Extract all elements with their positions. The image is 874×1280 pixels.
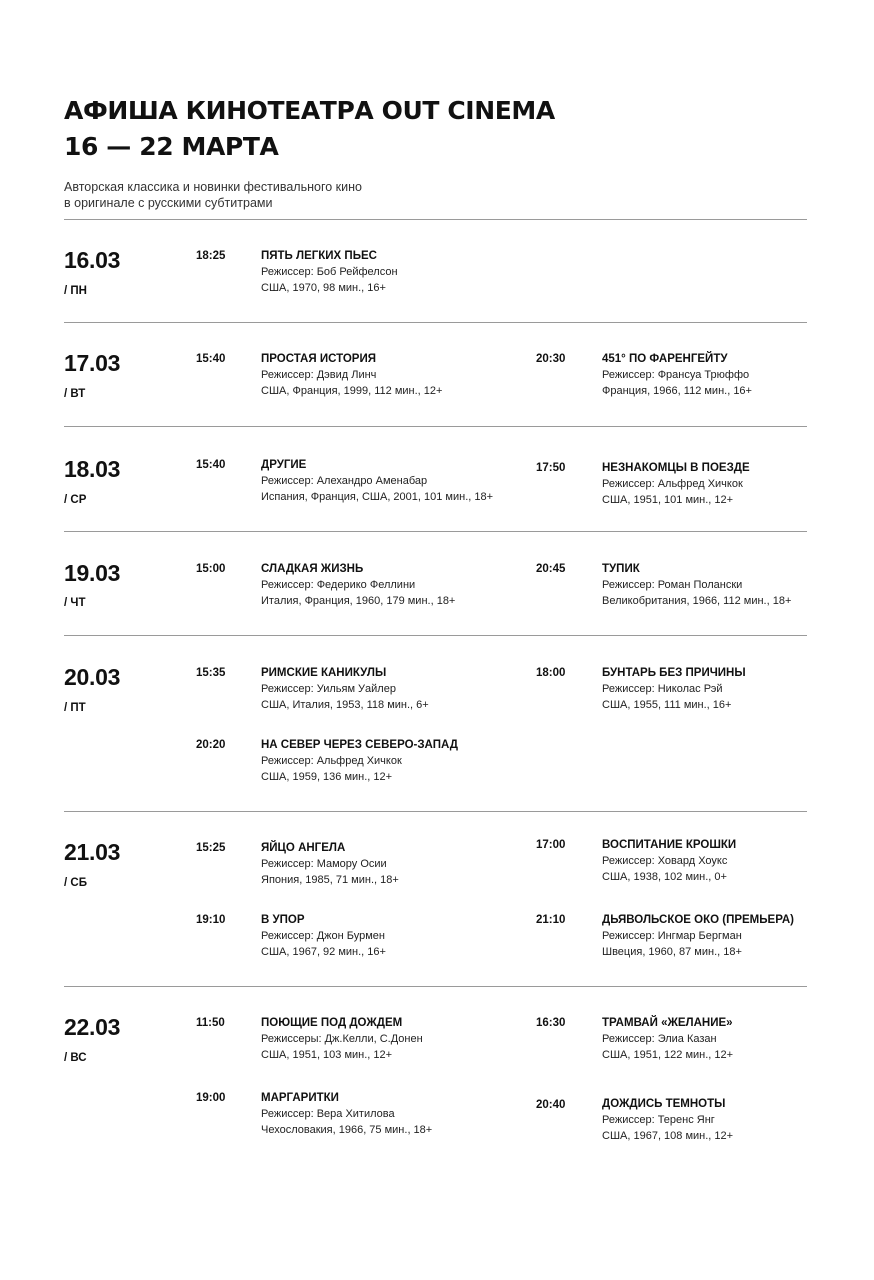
movie-info: Великобритания, 1966, 112 мин., 18+ bbox=[602, 595, 792, 607]
movie-info: США, 1967, 108 мин., 12+ bbox=[602, 1130, 734, 1142]
movie-director: Режиссер: Мамору Осии bbox=[261, 858, 387, 870]
movie-info: Чехословакия, 1966, 75 мин., 18+ bbox=[261, 1124, 433, 1136]
movie-director: Режиссер: Уильям Уайлер bbox=[261, 683, 396, 695]
movie-director: Режиссер: Алехандро Аменабар bbox=[261, 475, 428, 487]
movie-info: Швеция, 1960, 87 мин., 18+ bbox=[602, 946, 742, 958]
screening-movie bbox=[602, 351, 874, 399]
page-title-line-2: 16 — 22 МАРТА bbox=[64, 132, 279, 161]
day-divider bbox=[64, 426, 807, 427]
day-divider bbox=[64, 986, 807, 987]
day-date: 19.03 bbox=[64, 560, 121, 586]
movie-director: Режиссер: Альфред Хичкок bbox=[261, 755, 402, 767]
screening-movie bbox=[261, 1090, 541, 1138]
movie-info: США, 1967, 92 мин., 16+ bbox=[261, 946, 386, 958]
movie-title: ДЬЯВОЛЬСКОЕ ОКО (ПРЕМЬЕРА) bbox=[602, 914, 794, 926]
movie-info: США, 1951, 101 мин., 12+ bbox=[602, 494, 734, 506]
movie-director: Режиссер: Боб Рейфелсон bbox=[261, 266, 398, 278]
movie-title: РИМСКИЕ КАНИКУЛЫ bbox=[261, 667, 387, 679]
screening-time: 19:10 bbox=[196, 914, 226, 926]
day-weekday: / СБ bbox=[64, 877, 87, 889]
movie-director: Режиссер: Альфред Хичкок bbox=[602, 478, 743, 490]
screening-time: 15:40 bbox=[196, 353, 226, 365]
movie-director: Режиссер: Джон Бурмен bbox=[261, 930, 385, 942]
screening-time: 15:40 bbox=[196, 459, 226, 471]
movie-director: Режиссер: Роман Полански bbox=[602, 579, 743, 591]
screening-movie bbox=[602, 665, 874, 713]
screening-time: 20:40 bbox=[536, 1099, 566, 1111]
day-date: 16.03 bbox=[64, 247, 121, 273]
movie-title: НА СЕВЕР ЧЕРЕЗ СЕВЕРО-ЗАПАД bbox=[261, 739, 458, 751]
day-divider bbox=[64, 811, 807, 812]
day-weekday: / СР bbox=[64, 494, 87, 506]
movie-info: Франция, 1966, 112 мин., 16+ bbox=[602, 385, 752, 397]
movie-title: МАРГАРИТКИ bbox=[261, 1092, 339, 1104]
day-weekday: / ПТ bbox=[64, 702, 86, 714]
screening-time: 17:00 bbox=[536, 839, 566, 851]
movie-title: В УПОР bbox=[261, 914, 305, 926]
movie-info: США, 1955, 111 мин., 16+ bbox=[602, 699, 732, 711]
screening-movie bbox=[261, 665, 541, 713]
day-divider bbox=[64, 635, 807, 636]
page-title-line-1: АФИША КИНОТЕАТРА OUT CINEMA bbox=[64, 96, 555, 125]
movie-title: ТРАМВАЙ «ЖЕЛАНИЕ» bbox=[602, 1017, 733, 1029]
day-weekday: / ВС bbox=[64, 1052, 87, 1064]
screening-time: 16:30 bbox=[536, 1017, 566, 1029]
day-divider bbox=[64, 531, 807, 532]
subtitle-line-2: в оригинале с русскими субтитрами bbox=[64, 196, 273, 210]
movie-info: США, 1951, 103 мин., 12+ bbox=[261, 1049, 393, 1061]
screening-time: 15:25 bbox=[196, 842, 226, 854]
movie-info: США, 1938, 102 мин., 0+ bbox=[602, 871, 727, 883]
screening-movie bbox=[261, 248, 541, 296]
screening-time: 17:50 bbox=[536, 462, 566, 474]
day-date: 17.03 bbox=[64, 350, 121, 376]
screening-time: 18:25 bbox=[196, 250, 226, 262]
screening-movie bbox=[261, 351, 541, 399]
screening-time: 20:45 bbox=[536, 563, 566, 575]
screening-time: 18:00 bbox=[536, 667, 566, 679]
screening-movie bbox=[602, 837, 874, 885]
movie-director: Режиссер: Дэвид Линч bbox=[261, 369, 377, 381]
screening-time: 19:00 bbox=[196, 1092, 226, 1104]
movie-title: 451° ПО ФАРЕНГЕЙТУ bbox=[602, 353, 728, 365]
movie-info: Япония, 1985, 71 мин., 18+ bbox=[261, 874, 399, 886]
movie-info: США, Франция, 1999, 112 мин., 12+ bbox=[261, 385, 443, 397]
movie-info: США, 1951, 122 мин., 12+ bbox=[602, 1049, 734, 1061]
screening-time: 21:10 bbox=[536, 914, 566, 926]
movie-director: Режиссер: Франсуа Трюффо bbox=[602, 369, 750, 381]
screening-movie bbox=[602, 1015, 874, 1063]
screening-time: 20:30 bbox=[536, 353, 566, 365]
subtitle-line-1: Авторская классика и новинки фестивального кино bbox=[64, 180, 362, 194]
movie-info: США, 1959, 136 мин., 12+ bbox=[261, 771, 393, 783]
screening-movie bbox=[602, 460, 874, 508]
screening-movie bbox=[602, 561, 874, 609]
day-date: 20.03 bbox=[64, 664, 121, 690]
header-divider bbox=[64, 219, 807, 220]
movie-director: Режиссер: Николас Рэй bbox=[602, 683, 723, 695]
screening-movie bbox=[261, 737, 541, 785]
screening-time: 15:35 bbox=[196, 667, 226, 679]
movie-info: Испания, Франция, США, 2001, 101 мин., 18+ bbox=[261, 491, 494, 503]
movie-title: НЕЗНАКОМЦЫ В ПОЕЗДЕ bbox=[602, 462, 750, 474]
movie-director: Режиссер: Федерико Феллини bbox=[261, 579, 416, 591]
movie-info: США, Италия, 1953, 118 мин., 6+ bbox=[261, 699, 429, 711]
screening-movie bbox=[602, 1096, 874, 1144]
movie-title: ЯЙЦО АНГЕЛА bbox=[261, 842, 346, 854]
day-date: 21.03 bbox=[64, 839, 121, 865]
movie-info: США, 1970, 98 мин., 16+ bbox=[261, 282, 386, 294]
movie-title: СЛАДКАЯ ЖИЗНЬ bbox=[261, 563, 364, 575]
movie-title: ПОЮЩИЕ ПОД ДОЖДЕМ bbox=[261, 1017, 403, 1029]
movie-title: ДОЖДИСЬ ТЕМНОТЫ bbox=[602, 1098, 726, 1110]
screening-time: 20:20 bbox=[196, 739, 226, 751]
movie-director: Режиссер: Вера Хитилова bbox=[261, 1108, 395, 1120]
day-weekday: / ВТ bbox=[64, 388, 86, 400]
day-date: 18.03 bbox=[64, 456, 121, 482]
screening-time: 11:50 bbox=[196, 1017, 225, 1029]
movie-director: Режиссер: Ховард Хоукс bbox=[602, 855, 728, 867]
movie-title: ПРОСТАЯ ИСТОРИЯ bbox=[261, 353, 376, 365]
movie-title: БУНТАРЬ БЕЗ ПРИЧИНЫ bbox=[602, 667, 746, 679]
screening-movie bbox=[261, 561, 541, 609]
movie-director: Режиссер: Элиа Казан bbox=[602, 1033, 717, 1045]
movie-director: Режиссер: Теренс Янг bbox=[602, 1114, 715, 1126]
screening-movie bbox=[261, 840, 541, 888]
day-date: 22.03 bbox=[64, 1014, 121, 1040]
day-divider bbox=[64, 322, 807, 323]
movie-info: Италия, Франция, 1960, 179 мин., 18+ bbox=[261, 595, 456, 607]
screening-movie bbox=[602, 912, 874, 960]
screening-movie bbox=[261, 1015, 541, 1063]
movie-title: ДРУГИЕ bbox=[261, 459, 307, 471]
movie-title: ВОСПИТАНИЕ КРОШКИ bbox=[602, 839, 737, 851]
movie-title: ПЯТЬ ЛЕГКИХ ПЬЕС bbox=[261, 250, 377, 262]
day-weekday: / ПН bbox=[64, 285, 87, 297]
screening-time: 15:00 bbox=[196, 563, 226, 575]
screening-movie bbox=[261, 457, 541, 505]
screening-movie bbox=[261, 912, 541, 960]
movie-title: ТУПИК bbox=[602, 563, 640, 575]
day-weekday: / ЧТ bbox=[64, 597, 86, 609]
movie-director: Режиссер: Ингмар Бергман bbox=[602, 930, 742, 942]
movie-director: Режиссеры: Дж.Келли, С.Донен bbox=[261, 1033, 423, 1045]
